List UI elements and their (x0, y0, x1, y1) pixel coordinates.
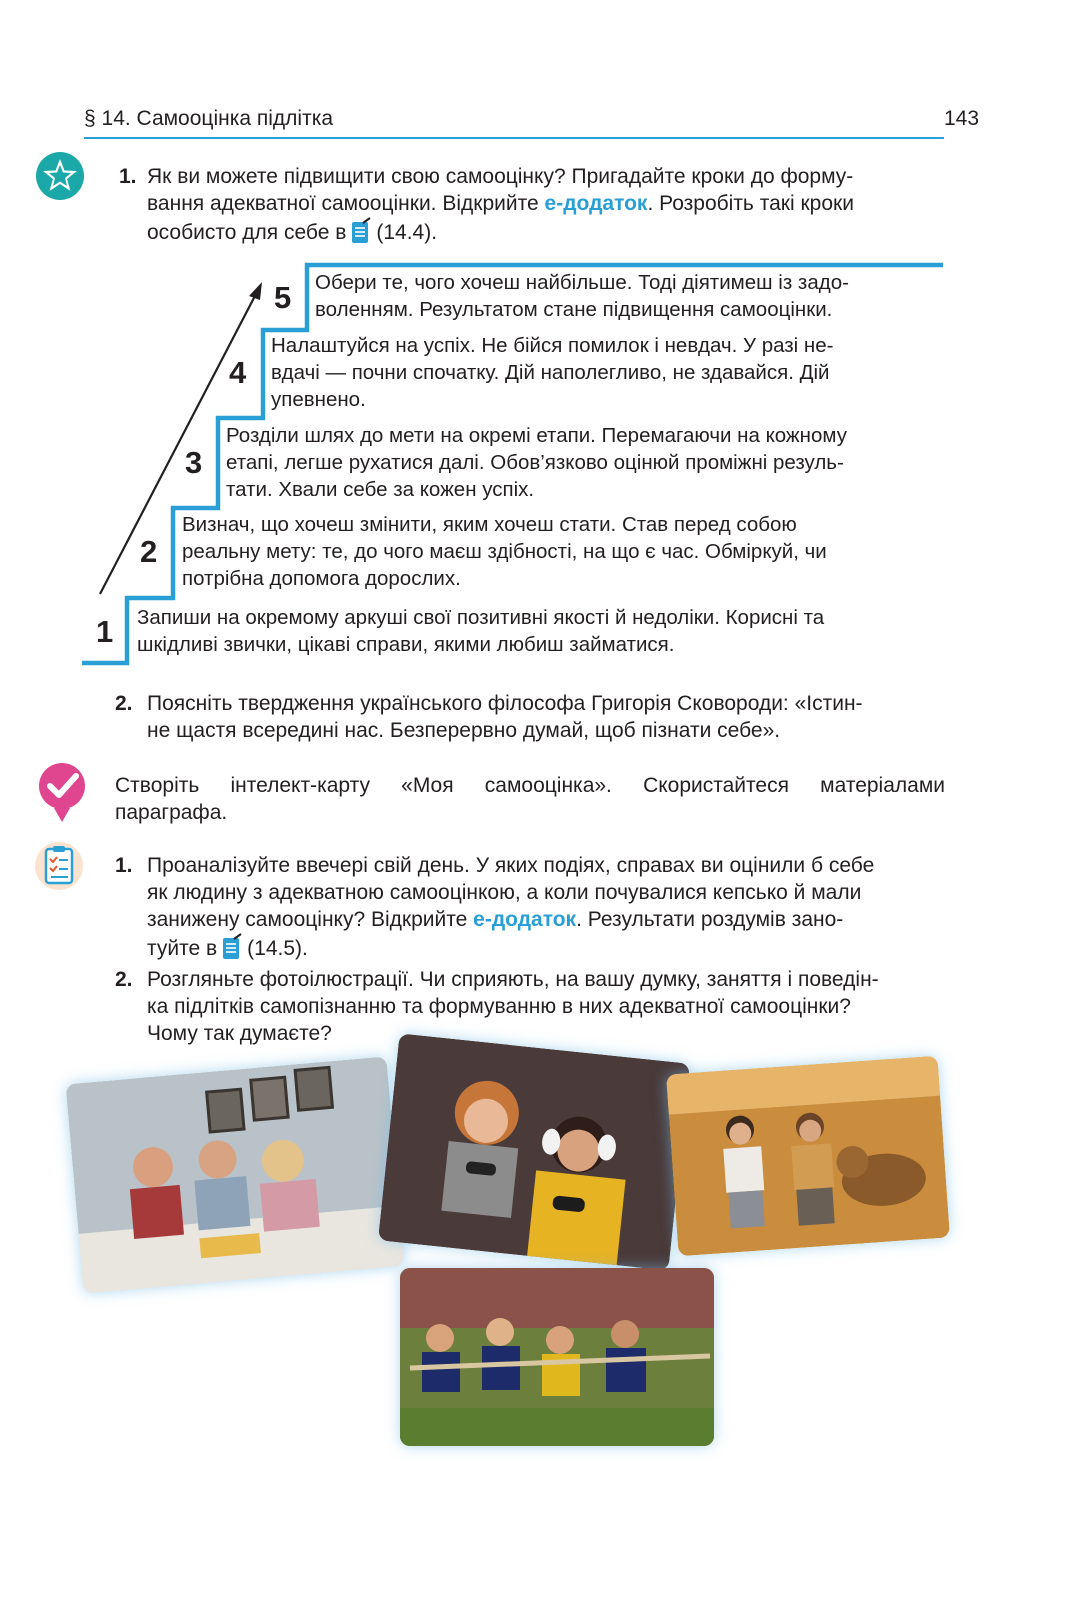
homework-item-1 (115, 852, 950, 962)
step-line: Визнач, що хочеш змінити, яким хочеш стати. Став перед собою (182, 513, 797, 536)
homework-number: 2. (115, 968, 133, 991)
step-line: упевнено. (271, 388, 366, 411)
homework-line: Проаналізуйте ввечері свій день. У яких подіях, справах ви оцінили б себе (147, 854, 875, 877)
step-line: Запиши на окремому аркуші свої позитивні якості й недоліки. Корисні та (137, 606, 825, 629)
question-1-line: Як ви можете підвищити свою самооцінку? Пригадайте кроки до форму- (147, 165, 854, 188)
homework-number: 1. (115, 854, 133, 877)
homework-line: ка підлітків самопізнанню та формуванню в них адекватної самооцінки? (147, 995, 851, 1018)
page-number: 143 (944, 107, 980, 130)
step-line: воленням. Результатом стане підвищення самооцінки. (315, 298, 833, 321)
step-line: вдачі — почни спочатку. Дій наполегливо, не здавайся. Дій (271, 361, 830, 384)
step-line: тати. Хвали себе за кожен успіх. (226, 478, 535, 501)
e-addon-link[interactable]: е-додаток (544, 192, 648, 215)
homework-line: як людину з адекватною самооцінкою, а коли почувалися кепсько й мали (147, 881, 862, 904)
text-fragment: вання адекватної самооцінки. Відкрийте (147, 192, 545, 215)
question-number: 2. (115, 692, 133, 715)
mindmap-line: параграфа. (115, 801, 228, 824)
text-fragment: . Результати роздумів зано- (576, 908, 844, 931)
homework-line: Розгляньте фотоілюстрації. Чи сприяють, на вашу думку, заняття і поведін- (147, 968, 879, 991)
step-line: реальну мету: те, до чого маєш здібності, на що є час. Обміркуй, чи (182, 540, 827, 563)
mindmap-line: Створіть інтелект-карту «Моя самооцінка». Скористайтеся матеріалами (115, 774, 945, 797)
photo-tug-of-war (400, 1268, 714, 1446)
mindmap-task (115, 772, 945, 826)
notebook-icon[interactable] (221, 933, 241, 959)
question-number: 1. (119, 165, 137, 188)
photo-teens-drawing (65, 1056, 404, 1293)
step-line: Розділи шлях до мети на окремі етапи. Перемагаючи на кожному (226, 424, 847, 447)
homework-line: Чому так думаєте? (147, 1022, 332, 1045)
step-line: етапі, легше рухатися далі. Обов’язково оцінюй проміжні резуль- (226, 451, 844, 474)
step-line: потрібна допомога дорослих. (182, 567, 461, 590)
step-2-text (182, 511, 935, 592)
question-2-line: не щастя всередині нас. Безперервно думай, щоб пізнати себе». (147, 719, 781, 742)
step-number-2: 2 (140, 534, 158, 569)
step-line: Налаштуйся на успіх. Не бійся помилок і невдач. У разі не- (271, 334, 834, 357)
section-title: § 14. Самооцінка підлітка (84, 107, 334, 130)
checkmark-bulb-icon (36, 762, 88, 824)
question-2-line: Поясніть твердження українського філософа Григорія Сковороди: «Істин- (147, 692, 863, 715)
text-fragment: . Розробіть такі кроки (647, 192, 854, 215)
step-number-5: 5 (274, 280, 292, 315)
e-addon-link[interactable]: е-додаток (473, 908, 577, 931)
step-line: Обери те, чого хочеш найбільше. Тоді діятимеш із задо- (315, 271, 849, 294)
text-fragment: туйте в (147, 937, 218, 960)
step-number-3: 3 (185, 445, 203, 480)
text-fragment: особисто для себе в (147, 221, 347, 244)
text-fragment: занижену самооцінку? Відкрийте (147, 908, 474, 931)
text-fragment: (14.5). (247, 937, 308, 960)
step-3-text (226, 422, 935, 503)
text-fragment: (14.4). (376, 221, 438, 244)
homework-line (147, 933, 950, 962)
photo-teens-gaming (378, 1033, 690, 1270)
photo-teens-with-dog (666, 1056, 950, 1257)
clipboard-icon (34, 840, 84, 892)
step-4-text (271, 332, 935, 413)
step-number-4: 4 (229, 355, 247, 390)
step-1-text (137, 604, 935, 658)
step-5-text (315, 269, 935, 323)
homework-line (147, 906, 950, 933)
homework-item-2 (115, 966, 950, 1047)
step-line: шкідливі звички, цікаві справи, якими любиш займатися. (137, 633, 675, 656)
question-2 (115, 690, 950, 744)
step-number-1: 1 (96, 614, 114, 649)
